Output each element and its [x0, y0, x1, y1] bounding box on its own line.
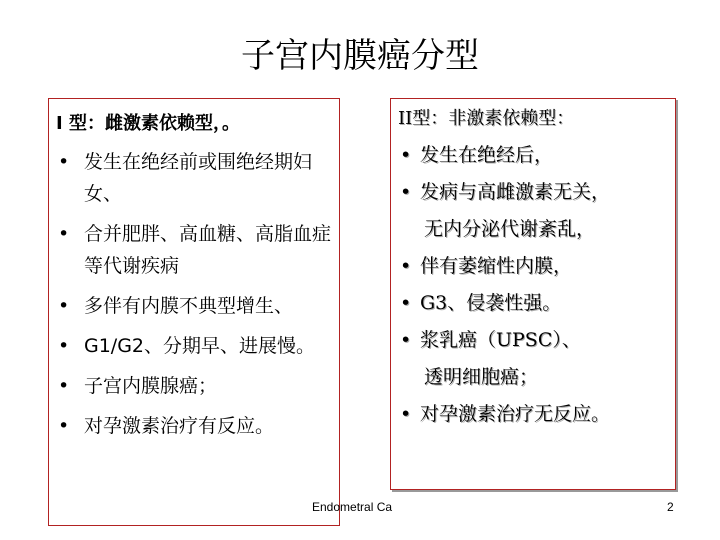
list-item: • 发病与高雌激素无关，: [398, 179, 678, 216]
list-item: • 伴有萎缩性内膜，: [398, 253, 678, 290]
list-item: • G3、侵袭性强。: [398, 290, 678, 327]
list-item: • 子宫内膜腺癌；: [56, 370, 346, 402]
page-number: 2: [667, 500, 674, 514]
list-item: • 发生在绝经后，: [398, 142, 678, 179]
type1-list: [56, 146, 346, 450]
list-item: • 合并肥胖、高血糖、高脂血症等代谢疾病: [56, 218, 346, 282]
list-item: • 发生在绝经前或围绝经期妇女、: [56, 146, 346, 210]
type2-list: [398, 142, 678, 438]
type2-heading: II型：非激素依赖型：: [398, 108, 575, 129]
list-item: • 对孕激素治疗有反应。: [56, 410, 346, 442]
list-item: • 多伴有内膜不典型增生、: [56, 290, 346, 322]
list-item-continuation: 无内分泌代谢紊乱，: [424, 218, 596, 240]
type1-heading: I 型：雌激素依赖型，。: [56, 113, 240, 134]
slide-title: 子宫内膜癌分型: [241, 36, 479, 76]
list-item: • 浆乳癌（UPSC）、: [398, 327, 678, 364]
slide-footer: Endometral Ca: [312, 500, 393, 514]
list-item: • 对孕激素治疗无反应。: [398, 401, 678, 438]
list-item: • G1/G2、分期早、进展慢。: [56, 330, 346, 362]
list-item-continuation: 透明细胞癌；: [424, 366, 539, 388]
